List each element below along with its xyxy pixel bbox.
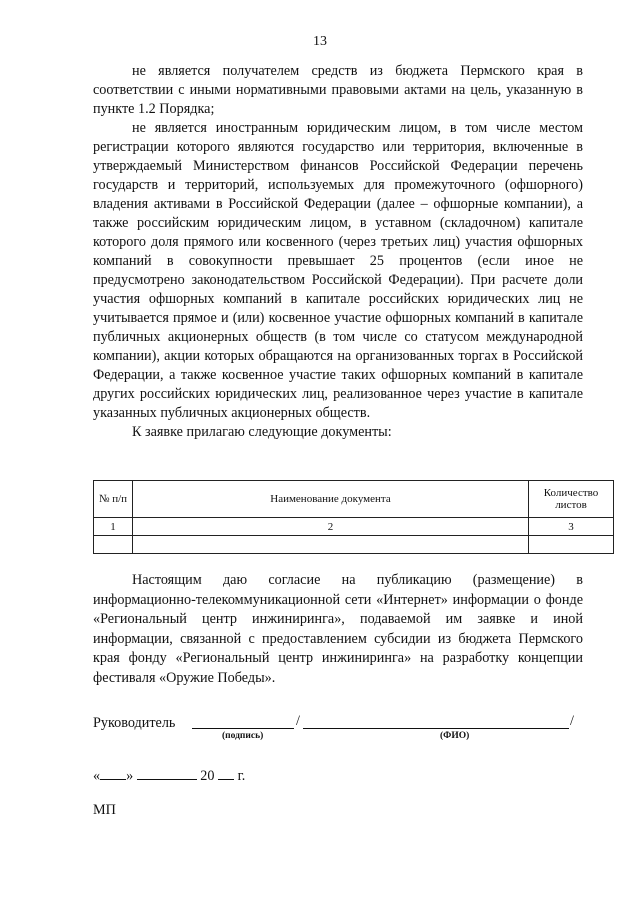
header-document-name: Наименование документа [133,481,529,518]
date-open-quote: « [93,768,101,784]
year-blank[interactable] [218,767,234,780]
stamp-label: МП [93,802,116,818]
year-prefix: 20 [200,768,215,784]
numbering-cell: 3 [529,518,614,536]
consent-block [93,571,583,689]
consent-paragraph: Настоящим даю согласие на публикацию (размещение) в информационно-телекоммуникационной сети «Интернет» информации о фонде «Региональный центр инжиниринга», подаваемой им заявке и иной информации, связанной с предоставлением субсидии из бюджета Пермского края фонду «Региональный центр инжиниринга» на разработку концепции фестиваля «Оружие Победы». [93,572,583,686]
empty-cell[interactable] [529,536,614,554]
date-row [93,767,245,785]
date-close-quote: » [126,768,134,784]
numbering-cell: 1 [94,518,133,536]
header-sheet-count: Количество листов [529,481,614,518]
signature-label: Руководитель [93,715,176,731]
numbering-cell: 2 [133,518,529,536]
year-suffix: г. [237,768,246,784]
paragraph-offshore: не является иностранным юридическим лицом, в том числе местом регистрации которого являются государство или территория, включенные в утверждаемый Министерством финансов Российской Федерации перечень государств и территорий, используемых для промежуточного (офшорного) владения активами в Российской Федерации (далее – офшорные компании), а также российским юридическим лицом, в уставном (складочном) капитале которого доля прямого или косвенного (через третьих лиц) участия офшорных компаний в совокупности превышает 25 процентов (если иное не предусмотрено законодательством Российской Федерации). При расчете доли участия офшорных компаний в капитале российских юридических лиц не учитывается прямое и (или) косвенное участие офшорных компаний в капитале публичных акционерных обществ (в том числе со статусом международной компании), акции которых обращаются на организованных торгах в Российской Федерации, а также косвенное участие таких офшорных компаний в капитале других российских юридических лиц, реализованное через участие в капитале указанных публичных акционерных обществ. [93,120,583,421]
empty-cell[interactable] [133,536,529,554]
body-text [93,62,583,442]
month-blank[interactable] [137,767,197,780]
page-number: 13 [313,34,327,49]
full-name-line[interactable] [303,728,569,729]
day-blank[interactable] [100,767,126,780]
signature-line[interactable] [192,728,294,729]
paragraph-budget: не является получателем средств из бюджета Пермского края в соответствии с иными нормативными правовыми актами на цель, указанную в пункте 1.2 Порядка; [93,63,583,117]
empty-cell[interactable] [94,536,133,554]
signature-end-mark: / [570,713,574,729]
header-number: № п/п [94,481,133,518]
paragraph-attachments-intro: К заявке прилагаю следующие документы: [132,424,392,440]
documents-table [93,480,614,554]
signature-caption: (подпись) [222,731,264,741]
signature-separator: / [296,713,300,729]
full-name-caption: (ФИО) [440,731,470,741]
table-row [94,536,614,554]
table-header-row [94,481,614,518]
table-numbering-row [94,518,614,536]
